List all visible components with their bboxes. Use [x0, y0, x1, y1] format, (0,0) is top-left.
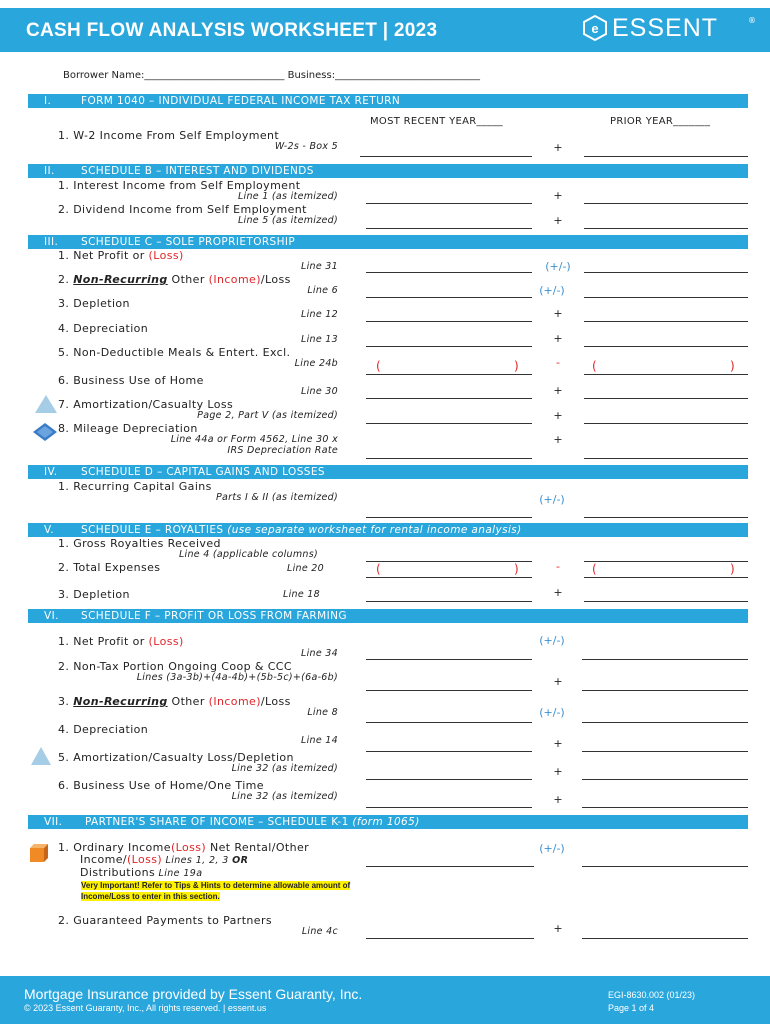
s5-item-1: 1. Gross Royalties Received	[58, 537, 221, 550]
s3-item-2-ref: Line 6	[307, 285, 338, 296]
plus-minus-operator: (+/-)	[545, 260, 571, 273]
s3-item-7: 7. Amortization/Casualty Loss	[58, 398, 234, 411]
plus-operator: +	[553, 793, 563, 806]
footer-tagline: Mortgage Insurance provided by Essent Guaranty, Inc.	[24, 986, 363, 1002]
section-title	[81, 523, 522, 537]
s2-item-1: 1. Interest Income from Self Employment	[58, 179, 301, 192]
s7-1-prior-field[interactable]	[582, 866, 748, 867]
s3-item-8-ref-2: IRS Depreciation Rate	[227, 445, 338, 456]
form-code: EGI-8630.002 (01/23)	[608, 990, 696, 1000]
section-title: SCHEDULE B – INTEREST AND DIVIDENDS	[81, 165, 314, 177]
s5-2-prior-field[interactable]	[584, 577, 748, 578]
item-text: /Loss	[260, 273, 291, 286]
registered-mark: ®	[748, 16, 756, 25]
item-text: 1. Net Profit or	[58, 249, 149, 262]
minus-operator: -	[556, 356, 560, 369]
s3-7-prior-field[interactable]	[584, 423, 748, 424]
s7-1-recent-field[interactable]	[366, 866, 534, 867]
s6-4-prior-field[interactable]	[582, 751, 748, 752]
s1-1-recent-field[interactable]	[360, 156, 532, 157]
s1-1-prior-field[interactable]	[584, 156, 748, 157]
s3-item-6-ref: Line 30	[300, 386, 338, 397]
s6-item-3-ref: Line 8	[307, 707, 338, 718]
s4-1-recent-field[interactable]	[366, 517, 532, 518]
section-title	[85, 815, 420, 829]
plus-minus-operator: (+/-)	[539, 493, 565, 506]
open-paren: (	[592, 562, 597, 576]
s3-item-1-ref: Line 31	[300, 261, 338, 272]
section-7-header	[28, 815, 748, 829]
s6-item-1-ref: Line 34	[300, 648, 338, 659]
s6-item-2: 2. Non-Tax Portion Ongoing Coop & CCC	[58, 660, 292, 673]
triangle-icon	[34, 394, 58, 414]
s6-item-3	[58, 695, 291, 708]
section-title: SCHEDULE F – PROFIT OR LOSS FROM FARMING	[81, 610, 347, 622]
s3-item-6: 6. Business Use of Home	[58, 374, 204, 387]
s6-item-6-ref: Line 32 (as itemized)	[231, 791, 338, 802]
prior-year-header: PRIOR YEAR_______	[610, 116, 711, 127]
open-paren: (	[376, 562, 381, 576]
section-title-note: (use separate worksheet for rental income analysis)	[227, 524, 522, 536]
important-note	[81, 880, 351, 902]
triangle-icon	[30, 746, 52, 766]
s7-item-2-ref: Line 4c	[301, 926, 338, 937]
plus-operator: +	[553, 307, 563, 320]
item-text: Income/	[80, 853, 127, 866]
section-3-header	[28, 235, 748, 249]
s3-4-recent-field[interactable]	[366, 346, 532, 347]
s6-item-2-ref: Lines (3a-3b)+(4a-4b)+(5b-5c)+(6a-6b)	[136, 672, 338, 683]
s6-2-recent-field[interactable]	[366, 690, 532, 691]
s3-8-recent-field[interactable]	[366, 458, 532, 459]
s6-6-recent-field[interactable]	[366, 807, 532, 808]
s7-item-1-line-2	[80, 853, 248, 866]
borrower-business-line: Borrower Name:____________________________ Business:_____________________________	[63, 70, 481, 81]
s3-item-3-ref: Line 12	[300, 309, 338, 320]
item-text: Other	[167, 695, 209, 708]
s6-2-prior-field[interactable]	[582, 690, 748, 691]
footer-copyright: © 2023 Essent Guaranty, Inc., All rights reserved. | essent.us	[24, 1003, 267, 1013]
item-text: Other	[167, 273, 209, 286]
s6-5-prior-field[interactable]	[582, 779, 748, 780]
plus-operator: +	[553, 433, 563, 446]
s6-item-1	[58, 635, 184, 648]
s1-item-1: 1. W-2 Income From Self Employment	[58, 129, 280, 142]
plus-operator: +	[553, 141, 563, 154]
loss-label: (Loss)	[148, 635, 184, 648]
lines-ref: Lines 1, 2, 3	[162, 855, 233, 866]
s3-3-prior-field[interactable]	[584, 321, 748, 322]
s3-5-recent-field[interactable]	[366, 374, 532, 375]
section-number: III.	[44, 236, 59, 248]
s3-1-recent-field[interactable]	[366, 272, 532, 273]
section-number: VI.	[44, 610, 59, 622]
s3-7-recent-field[interactable]	[366, 423, 532, 424]
s5-item-2-ref: Line 20	[286, 563, 324, 574]
plus-minus-operator: (+/-)	[539, 634, 565, 647]
s3-item-2	[58, 273, 291, 286]
s5-item-1-ref: Line 4 (applicable columns)	[178, 549, 318, 560]
close-paren: )	[514, 359, 519, 373]
section-number: II.	[44, 165, 55, 177]
s3-item-7-ref: Page 2, Part V (as itemized)	[197, 410, 338, 421]
essent-logo-text: ESSENT	[612, 14, 719, 42]
s3-1-prior-field[interactable]	[584, 272, 748, 273]
section-number: IV.	[44, 466, 58, 478]
s2-1-prior-field[interactable]	[584, 203, 748, 204]
section-title-text: PARTNER'S SHARE OF INCOME – SCHEDULE K-1	[85, 816, 353, 828]
plus-operator: +	[553, 384, 563, 397]
s5-2-recent-field[interactable]	[366, 577, 532, 578]
non-recurring-label: Non-Recurring	[73, 273, 168, 286]
s2-item-2: 2. Dividend Income from Self Employment	[58, 203, 307, 216]
plus-operator: +	[553, 765, 563, 778]
s4-item-1: 1. Recurring Capital Gains	[58, 480, 212, 493]
s5-1-prior-field[interactable]	[584, 561, 748, 562]
s7-2-recent-field[interactable]	[366, 938, 534, 939]
s2-1-recent-field[interactable]	[366, 203, 532, 204]
or-label: OR	[232, 855, 249, 866]
s6-item-6: 6. Business Use of Home/One Time	[58, 779, 264, 792]
s6-4-recent-field[interactable]	[366, 751, 532, 752]
s6-1-recent-field[interactable]	[366, 659, 532, 660]
close-paren: )	[730, 359, 735, 373]
item-text: 1. Net Profit or	[58, 635, 149, 648]
s6-item-4-ref: Line 14	[300, 735, 338, 746]
s6-item-5-ref: Line 32 (as itemized)	[231, 763, 338, 774]
svg-text:e: e	[591, 21, 599, 36]
essent-logo-icon	[582, 15, 608, 41]
line-ref: Line 19a	[155, 868, 203, 879]
page-number: Page 1 of 4	[608, 1003, 655, 1013]
s5-item-2: 2. Total Expenses	[58, 561, 161, 574]
section-title-text: SCHEDULE E – ROYALTIES	[81, 524, 228, 536]
plus-operator: +	[553, 737, 563, 750]
s2-item-2-ref: Line 5 (as itemized)	[237, 215, 338, 226]
s3-6-prior-field[interactable]	[584, 398, 748, 399]
section-5-header	[28, 523, 748, 537]
s2-2-recent-field[interactable]	[366, 228, 532, 229]
plus-minus-operator: (+/-)	[539, 842, 565, 855]
plus-operator: +	[553, 332, 563, 345]
section-title: SCHEDULE C – SOLE PROPRIETORSHIP	[81, 236, 296, 248]
cube-icon	[26, 842, 50, 864]
s3-item-8: 8. Mileage Depreciation	[58, 422, 198, 435]
item-text: Distributions	[80, 866, 156, 879]
s1-item-1-ref: W-2s - Box 5	[274, 141, 338, 152]
most-recent-year-header: MOST RECENT YEAR_____	[370, 116, 503, 127]
s5-item-3-ref: Line 18	[282, 589, 320, 600]
section-6-header	[28, 609, 748, 623]
page-title: CASH FLOW ANALYSIS WORKSHEET | 2023	[26, 20, 438, 41]
s6-6-prior-field[interactable]	[582, 807, 748, 808]
s3-5-prior-field[interactable]	[584, 374, 748, 375]
s3-2-prior-field[interactable]	[584, 297, 748, 298]
s4-1-prior-field[interactable]	[584, 517, 748, 518]
income-label: (Income)	[208, 273, 261, 286]
s3-4-prior-field[interactable]	[584, 346, 748, 347]
s6-item-4: 4. Depreciation	[58, 723, 149, 736]
s7-item-2: 2. Guaranteed Payments to Partners	[58, 914, 273, 927]
s5-3-recent-field[interactable]	[366, 601, 532, 602]
diamond-icon	[32, 422, 58, 442]
s6-3-prior-field[interactable]	[582, 722, 748, 723]
s7-item-1-line-3	[80, 866, 202, 879]
open-paren: (	[376, 359, 381, 373]
loss-label: (Loss)	[148, 249, 184, 262]
open-paren: (	[592, 359, 597, 373]
s6-3-recent-field[interactable]	[366, 722, 532, 723]
note-text: Very Important! Refer to Tips & Hints to determine allowable amount of Income/Loss to enter in this section.	[81, 881, 351, 901]
plus-operator: +	[553, 189, 563, 202]
section-4-header	[28, 465, 748, 479]
loss-label: (Loss)	[170, 841, 207, 854]
section-title-note: (form 1065)	[352, 816, 420, 828]
s6-item-5: 5. Amortization/Casualty Loss/Depletion	[58, 751, 294, 764]
loss-label: (Loss)	[126, 853, 163, 866]
item-number: 2.	[58, 273, 74, 286]
s4-item-1-ref: Parts I & II (as itemized)	[216, 492, 338, 503]
s3-item-3: 3. Depletion	[58, 297, 130, 310]
s3-8-prior-field[interactable]	[584, 458, 748, 459]
item-number: 3.	[58, 695, 74, 708]
minus-operator: -	[556, 560, 560, 573]
item-text: 1. Ordinary Income	[58, 841, 171, 854]
section-number: VII.	[44, 816, 63, 828]
s2-2-prior-field[interactable]	[584, 228, 748, 229]
s6-5-recent-field[interactable]	[366, 779, 532, 780]
close-paren: )	[730, 562, 735, 576]
s3-item-4: 4. Depreciation	[58, 322, 149, 335]
section-title: FORM 1040 – INDIVIDUAL FEDERAL INCOME TAX RETURN	[81, 95, 401, 107]
section-1-header	[28, 94, 748, 108]
s2-item-1-ref: Line 1 (as itemized)	[237, 191, 338, 202]
plus-operator: +	[553, 922, 563, 935]
plus-operator: +	[553, 675, 563, 688]
non-recurring-label: Non-Recurring	[73, 695, 168, 708]
close-paren: )	[514, 562, 519, 576]
plus-operator: +	[553, 214, 563, 227]
plus-operator: +	[553, 586, 563, 599]
plus-minus-operator: (+/-)	[539, 284, 565, 297]
s3-6-recent-field[interactable]	[366, 398, 532, 399]
s3-item-1	[58, 249, 184, 262]
s3-item-4-ref: Line 13	[300, 334, 338, 345]
plus-minus-operator: (+/-)	[539, 706, 565, 719]
s3-item-5-ref: Line 24b	[294, 358, 338, 369]
income-label: (Income)	[208, 695, 261, 708]
s3-2-recent-field[interactable]	[366, 297, 532, 298]
section-number: V.	[44, 524, 54, 536]
s5-item-3: 3. Depletion	[58, 588, 130, 601]
s3-item-5: 5. Non-Deductible Meals & Entert. Excl.	[58, 346, 291, 359]
s6-1-prior-field[interactable]	[582, 659, 748, 660]
plus-operator: +	[553, 409, 563, 422]
s5-1-recent-field[interactable]	[366, 561, 532, 562]
section-2-header	[28, 164, 748, 178]
s7-2-prior-field[interactable]	[582, 938, 748, 939]
item-text: Net Rental/Other	[206, 841, 310, 854]
item-text: /Loss	[260, 695, 291, 708]
s3-item-8-ref: Line 44a or Form 4562, Line 30 x	[170, 434, 338, 445]
s3-3-recent-field[interactable]	[366, 321, 532, 322]
s5-3-prior-field[interactable]	[584, 601, 748, 602]
section-number: I.	[44, 95, 52, 107]
section-title: SCHEDULE D – CAPITAL GAINS AND LOSSES	[81, 466, 325, 478]
